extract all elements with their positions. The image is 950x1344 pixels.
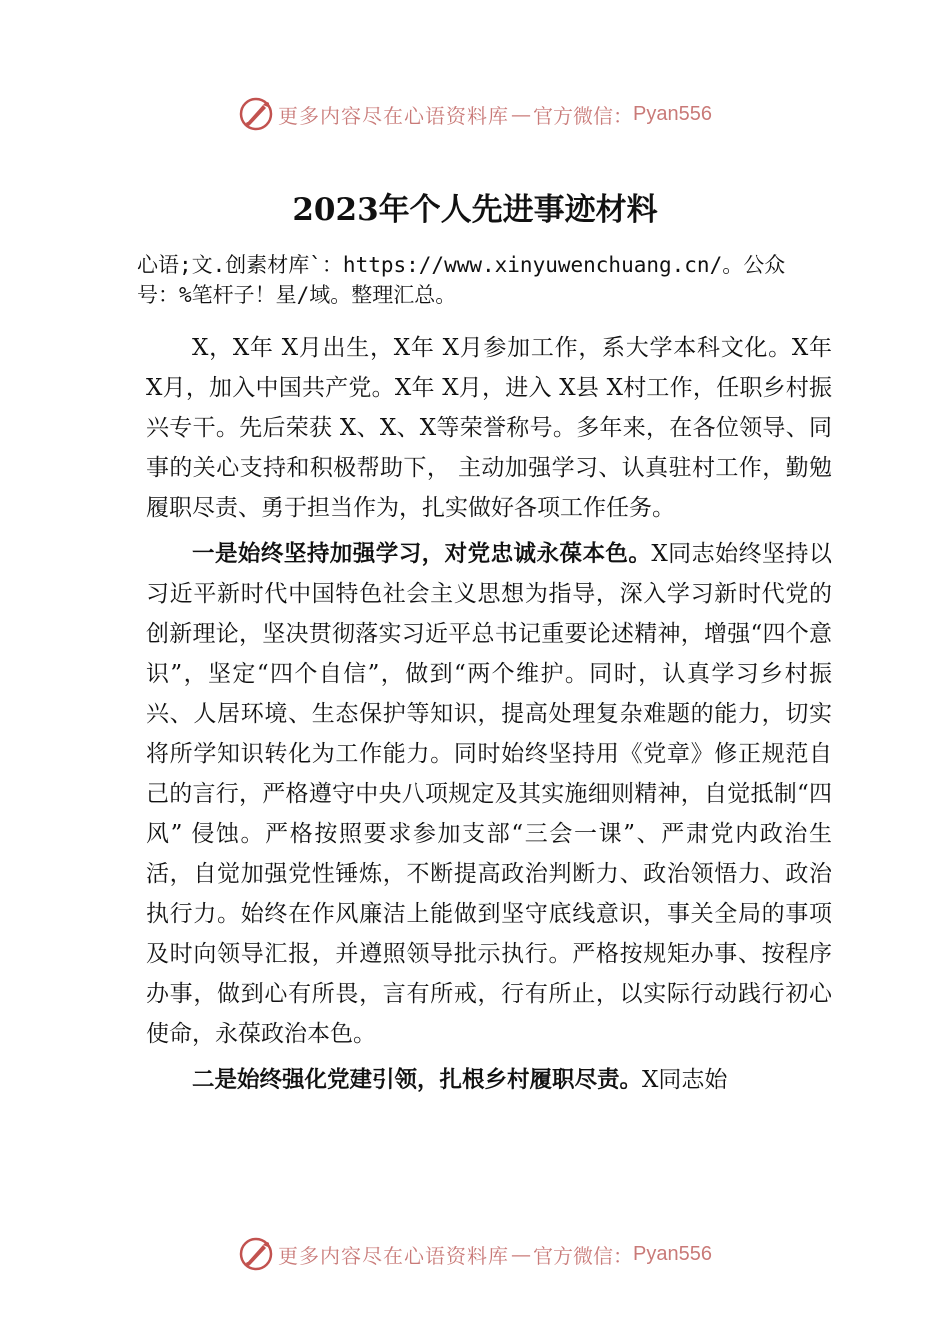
- section-1-paragraph: [146, 534, 832, 1054]
- header-watermark-banner: [0, 92, 950, 136]
- document-title: 2023年个人先进事迹材料: [292, 192, 658, 228]
- section-1-heading: 一是始终坚持加强学习，对党忠诚永葆本色。: [192, 541, 652, 567]
- section-1-text: X同志始终坚持以习近平新时代中国特色社会主义思想为指导，深入学习新时代党的创新理论，坚决贯彻落实习近平总书记重要论述精神，增强“四个意识”，坚定“四个自信”，做到“两个维护。同时，认真学习乡村振兴、人居环境、生态保护等知识，提高处理复杂难题的能力，切实将所学知识转化为工作能力。同时始终坚持用《党章》修正规范自己的言行，严格遵守中央八项规定及其实施细则精神，自觉抵制“四风” 侵蚀。严格按照要求参加支部“三会一课”、严肃党内政治生活，自觉加强党性锤炼，不断提高政治判断力、政治领悟力、政治执行力。始终在作风廉洁上能做到坚守底线意识，事关全局的事项及时向领导汇报，并遵照领导批示执行。严格按规矩办事、按程序办事，做到心有所畏，言有所戒，行有所止，以实际行动践行初心使命，永葆政治本色。: [146, 541, 832, 1047]
- footer-watermark-banner: [0, 1232, 950, 1276]
- banner-dash: —: [511, 1242, 532, 1266]
- banner-site-text: 更多内容尽在心语资料库: [278, 1243, 510, 1268]
- intro-paragraph: X，X年 X月出生，X年 X月参加工作，系大学本科文化。X年 X月，加入中国共产党。X年 X月，进入 X县 X村工作，任职乡村振兴专干。先后荣获 X、X、X等荣誉称号。多年来，在各位领导、同事的关心支持和积极帮助下， 主动加强学习、认真驻村工作，勤勉履职尽责、勇于担当作为，扎实做好各项工作任务。: [146, 335, 832, 521]
- document-body: [146, 328, 832, 1100]
- quill-logo-icon: [238, 96, 274, 132]
- source-note: 心语;文.创素材库`：https://www.xinyuwenchuang.cn/。公众号：%笔杆子！星/域。整理汇总。: [137, 253, 786, 307]
- section-2-paragraph: [146, 1060, 832, 1100]
- banner-site-text: 更多内容尽在心语资料库: [278, 103, 510, 128]
- banner-dash: —: [511, 102, 532, 126]
- banner-wechat-id: Pyan556: [633, 102, 712, 125]
- banner-wechat-id: Pyan556: [633, 1242, 712, 1265]
- quill-logo-icon: [238, 1236, 274, 1272]
- section-2-heading: 二是始终强化党建引领，扎根乡村履职尽责。: [192, 1067, 643, 1093]
- section-2-text: X同志始: [642, 1067, 728, 1093]
- banner-wechat-label: 官方微信：: [533, 103, 634, 128]
- banner-wechat-label: 官方微信：: [533, 1243, 634, 1268]
